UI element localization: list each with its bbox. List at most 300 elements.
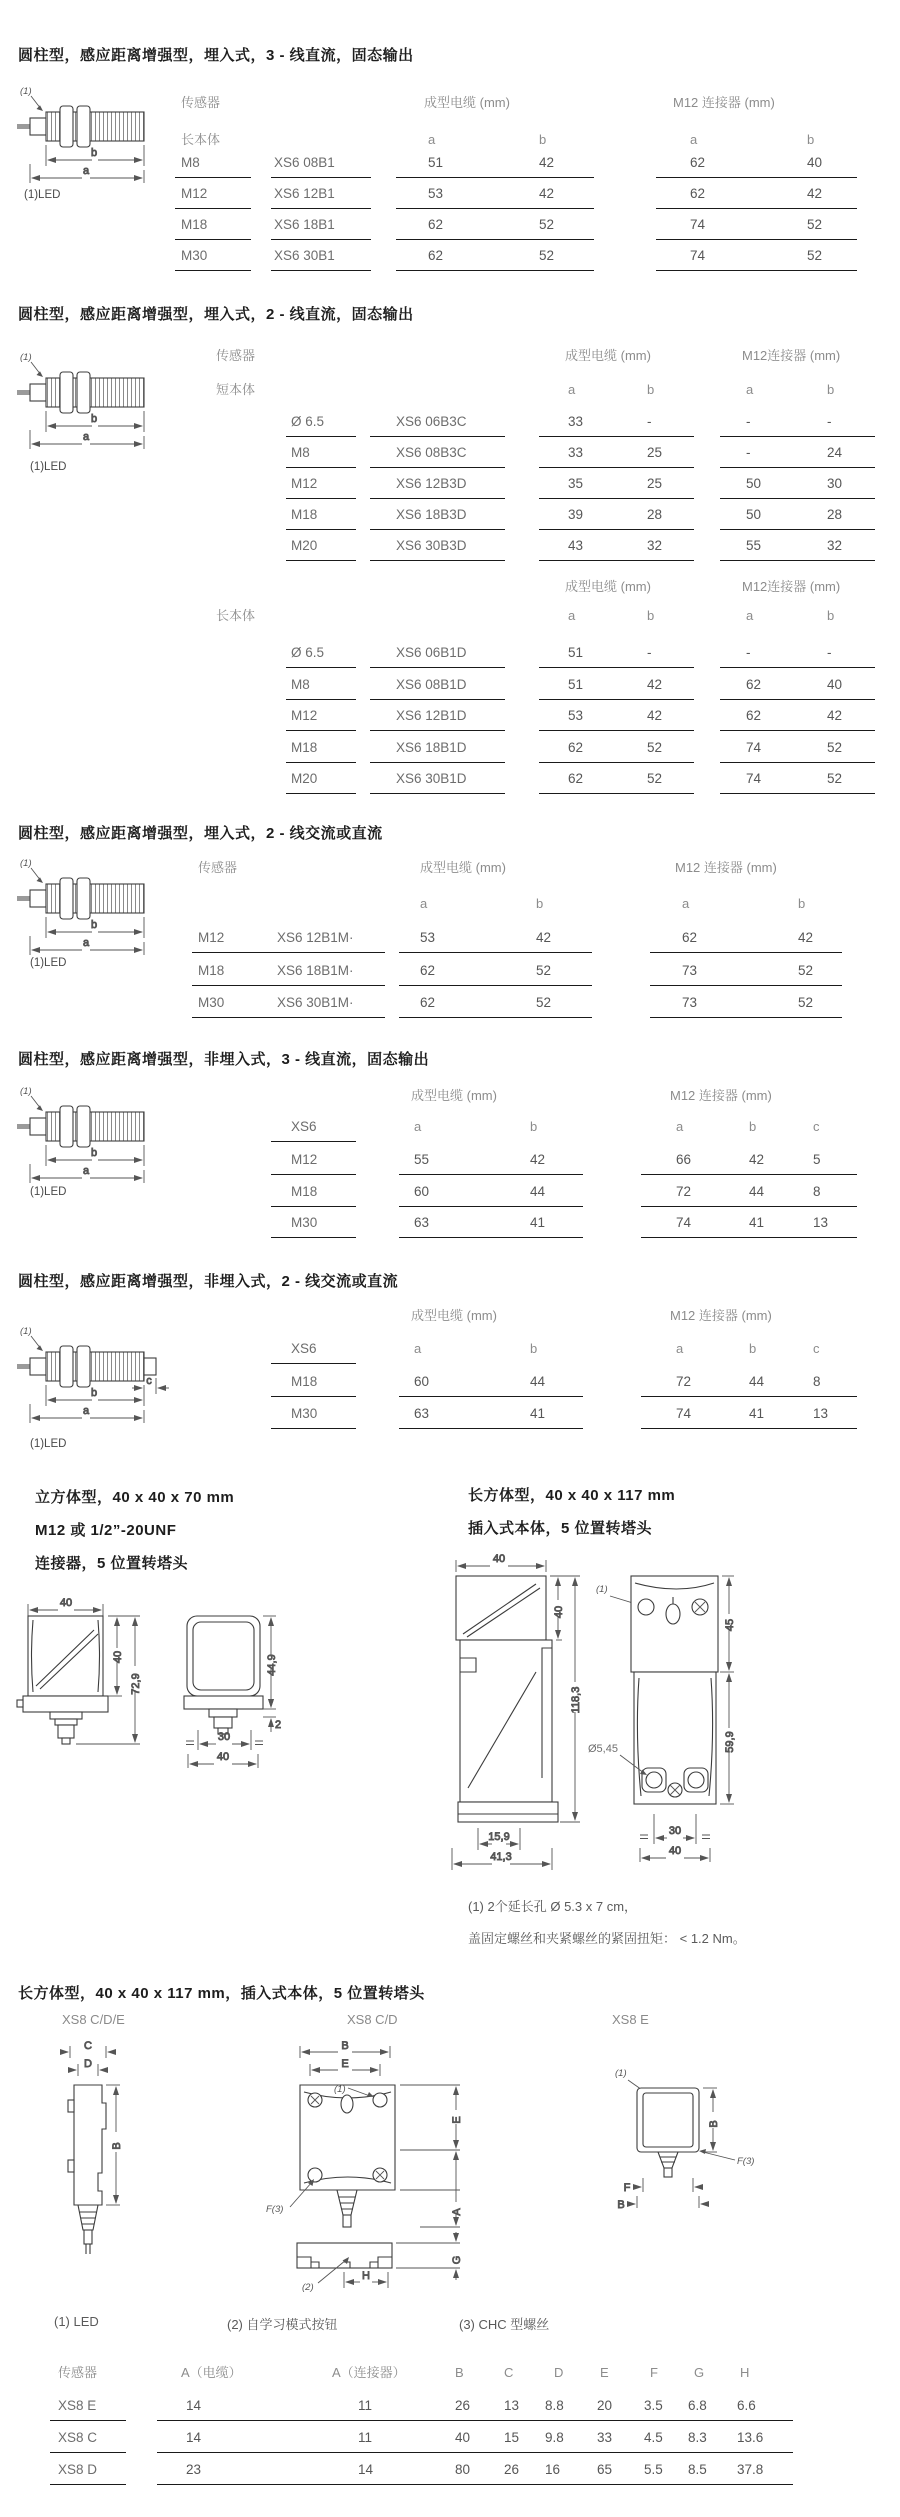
table-rule bbox=[650, 952, 842, 953]
table-rule bbox=[539, 699, 694, 700]
dim-value: 52 bbox=[827, 771, 843, 786]
svg-text:40: 40 bbox=[216, 1751, 230, 1763]
variant-label-xs8cd: XS8 C/D bbox=[347, 2012, 398, 2027]
dim-value: 3.5 bbox=[644, 2398, 663, 2413]
cube-title-line3: 连接器，5 位置转塔头 bbox=[35, 1555, 189, 1572]
dim-value: 62 bbox=[690, 155, 706, 170]
cube-title-line1: 立方体型，40 x 40 x 70 mm bbox=[35, 1489, 235, 1506]
dim-value: 33 bbox=[568, 414, 584, 429]
dim-value: - bbox=[827, 645, 832, 660]
column-header: C bbox=[504, 2365, 514, 2380]
dim-value: 8.8 bbox=[545, 2398, 564, 2413]
table-rule bbox=[399, 1396, 583, 1397]
dim-value: 72 bbox=[676, 1183, 692, 1199]
size-label: M30 bbox=[291, 1215, 318, 1230]
cylindrical-sensor-diagram: (1) b a c bbox=[14, 856, 174, 956]
series-label: XS6 bbox=[291, 1341, 317, 1356]
table-rule bbox=[539, 436, 694, 437]
dim-value: 15 bbox=[504, 2430, 520, 2445]
size-label: M30 bbox=[291, 1406, 318, 1421]
screw-callout-label: F(3) bbox=[266, 2204, 284, 2215]
table-rule bbox=[271, 1428, 356, 1429]
dim-value: 52 bbox=[536, 995, 552, 1010]
body-type-label: 长本体 bbox=[181, 132, 221, 147]
screw bbox=[308, 2168, 322, 2182]
dim-C bbox=[64, 2040, 112, 2058]
group-header: M12 连接器 (mm) bbox=[675, 860, 777, 875]
table-rule bbox=[539, 793, 694, 794]
screw-callout-label: F(3) bbox=[737, 2156, 755, 2167]
svg-text:B: B bbox=[617, 2199, 625, 2211]
dim-b bbox=[46, 411, 144, 432]
led-callout-label: (1) bbox=[615, 2068, 627, 2079]
dim-label-b: b bbox=[90, 413, 98, 425]
dim-B-side bbox=[106, 2085, 123, 2205]
dim-letter: c bbox=[813, 1341, 820, 1356]
dim-D bbox=[72, 2058, 104, 2076]
led-callout-label: (1) bbox=[20, 86, 32, 97]
sensor-head bbox=[30, 384, 46, 401]
dim-letter: a bbox=[568, 608, 576, 623]
dim-B-top bbox=[300, 2040, 390, 2058]
dim-value: 52 bbox=[827, 739, 843, 755]
dim-value: 11 bbox=[358, 2398, 373, 2413]
connector-base bbox=[50, 1712, 82, 1719]
svg-text:H: H bbox=[362, 2270, 370, 2282]
dim-foot-159 bbox=[478, 1828, 520, 1850]
dim-value: 52 bbox=[798, 995, 814, 1010]
m12-connector bbox=[58, 1725, 74, 1738]
keyhole bbox=[341, 2095, 353, 2113]
table-rule bbox=[539, 560, 694, 561]
dim-value: 62 bbox=[746, 676, 762, 692]
size-label: M12 bbox=[291, 1152, 318, 1167]
table-rule bbox=[271, 1396, 356, 1397]
dim-letter: a bbox=[414, 1341, 422, 1356]
dim-label-a: a bbox=[82, 1165, 90, 1177]
dim-value: 28 bbox=[827, 507, 843, 522]
dim-value: 62 bbox=[746, 708, 762, 723]
diagram-s4 bbox=[14, 1084, 174, 1184]
dim-label-b: b bbox=[90, 147, 98, 159]
svg-text:A: A bbox=[451, 2208, 463, 2216]
dim-value: 42 bbox=[807, 186, 823, 201]
block-sensor-diagram bbox=[448, 1552, 748, 1887]
led-callout-label: (1) bbox=[20, 1326, 32, 1337]
table-rule bbox=[399, 1206, 583, 1207]
group-header: M12 连接器 (mm) bbox=[670, 1088, 772, 1103]
dim-B-right bbox=[703, 2088, 720, 2152]
dim-a bbox=[30, 164, 144, 183]
body-type-label: 长本体 bbox=[216, 608, 256, 623]
dim-value: 40 bbox=[455, 2430, 471, 2445]
table-rule bbox=[286, 529, 356, 530]
diagram-s2 bbox=[14, 350, 174, 450]
dim-letter: b bbox=[647, 608, 655, 623]
dim-value: 50 bbox=[746, 476, 762, 491]
dim-value: 42 bbox=[647, 676, 663, 692]
dim-b bbox=[46, 1385, 144, 1406]
dim-value: 8 bbox=[813, 1183, 821, 1199]
table-rule bbox=[539, 467, 694, 468]
cube-body bbox=[28, 1616, 103, 1696]
part-reference: XS6 18B1M· bbox=[277, 962, 354, 978]
size-label: M8 bbox=[291, 676, 310, 692]
dim-A bbox=[400, 2152, 463, 2227]
svg-text:41,3: 41,3 bbox=[490, 1851, 512, 1863]
dim-value: 41 bbox=[530, 1215, 546, 1230]
table-rule bbox=[641, 1206, 857, 1207]
dim-value: 63 bbox=[414, 1215, 430, 1230]
part-reference: XS6 12B1D bbox=[396, 708, 467, 723]
dim-value: 43 bbox=[568, 538, 584, 553]
dim-letter: a bbox=[676, 1119, 684, 1134]
dim-value: 14 bbox=[186, 2430, 202, 2445]
column-header: F bbox=[650, 2365, 658, 2380]
table-rule bbox=[399, 1428, 583, 1429]
svg-text:B: B bbox=[341, 2040, 349, 2052]
part-reference: XS6 06B1D bbox=[396, 645, 467, 660]
dim-value: 53 bbox=[420, 930, 436, 945]
group-header: 成型电缆 (mm) bbox=[565, 579, 651, 594]
svg-text:45: 45 bbox=[724, 1618, 736, 1632]
cable bbox=[17, 896, 30, 901]
led-note: (1)LED bbox=[30, 1438, 67, 1450]
dim-value: 52 bbox=[539, 248, 555, 263]
svg-text:F: F bbox=[623, 2182, 631, 2194]
table-rule bbox=[641, 1428, 857, 1429]
series-label: XS6 bbox=[291, 1119, 317, 1134]
dim-letter: a bbox=[676, 1341, 684, 1356]
table-rule bbox=[271, 1141, 356, 1142]
diagram-s1 bbox=[14, 84, 174, 184]
svg-text:44,9: 44,9 bbox=[266, 1654, 278, 1676]
dim-value: 33 bbox=[568, 445, 584, 460]
svg-text:40: 40 bbox=[553, 1605, 565, 1619]
dim-value: 16 bbox=[545, 2462, 561, 2477]
dim-letter: a bbox=[682, 896, 690, 911]
table-rule bbox=[370, 699, 505, 700]
diagram-s5 bbox=[14, 1324, 174, 1424]
leader-arrow bbox=[37, 1345, 44, 1351]
dim-value: 42 bbox=[827, 708, 843, 723]
dim-value: 8 bbox=[813, 1374, 821, 1389]
dim-value: 42 bbox=[539, 186, 555, 201]
hex-nut bbox=[60, 1346, 73, 1387]
dim-top-40 bbox=[28, 1597, 103, 1616]
table-rule bbox=[286, 498, 356, 499]
dim-value: 42 bbox=[749, 1152, 765, 1167]
dim-value: 65 bbox=[597, 2462, 613, 2477]
table-rule bbox=[286, 467, 356, 468]
table-rule bbox=[641, 1237, 857, 1238]
dim-value: 51 bbox=[428, 155, 444, 170]
dim-value: - bbox=[647, 645, 652, 660]
size-label: M20 bbox=[291, 771, 318, 786]
size-label: M18 bbox=[291, 1183, 318, 1199]
dim-value: 41 bbox=[749, 1406, 765, 1421]
led-note: (1)LED bbox=[30, 1186, 67, 1198]
table-rule bbox=[370, 762, 505, 763]
cubic-sensor-diagram bbox=[0, 1568, 290, 1818]
column-header-sensor: 传感器 bbox=[216, 348, 256, 363]
column-header: D bbox=[554, 2365, 564, 2380]
table-rule bbox=[396, 177, 594, 178]
dim-value: 32 bbox=[647, 538, 663, 553]
column-header: H bbox=[740, 2365, 750, 2380]
table-rule bbox=[50, 2420, 126, 2421]
dim-value: 13.6 bbox=[737, 2430, 764, 2445]
dim-gap-2 bbox=[263, 1702, 281, 1732]
svg-text:15,9: 15,9 bbox=[488, 1831, 510, 1843]
led-callout-label: (1) bbox=[20, 352, 32, 363]
size-label: M30 bbox=[198, 995, 225, 1010]
size-label: M12 bbox=[291, 476, 318, 491]
hex-nut bbox=[77, 106, 90, 147]
section-title-3: 圆柱型，感应距离增强型，埋入式，2 - 线交流或直流 bbox=[18, 825, 383, 842]
hole-callout-label: (1) bbox=[596, 1584, 608, 1595]
sensor-head bbox=[30, 1358, 46, 1375]
svg-text:59,9: 59,9 bbox=[724, 1731, 736, 1753]
section-title-7: 长方体型，40 x 40 x 117 mm，插入式本体，5 位置转塔头 bbox=[18, 1985, 425, 2002]
dim-value: - bbox=[746, 645, 751, 660]
led-note: (1)LED bbox=[30, 461, 67, 473]
dim-letter: a bbox=[746, 608, 754, 623]
part-reference: XS6 30B1D bbox=[396, 771, 467, 786]
dim-value: 6.6 bbox=[737, 2398, 756, 2413]
dim-label-a: a bbox=[82, 431, 90, 443]
xs8e-body bbox=[637, 2088, 699, 2152]
group-header: M12连接器 (mm) bbox=[742, 348, 841, 363]
part-reference: XS6 08B1D bbox=[396, 676, 467, 692]
part-reference: XS6 30B3D bbox=[396, 538, 467, 553]
dim-value: 60 bbox=[414, 1183, 430, 1199]
dim-a bbox=[30, 936, 144, 955]
table-rule bbox=[157, 2420, 793, 2421]
svg-text:B: B bbox=[708, 2120, 720, 2128]
svg-text:40: 40 bbox=[668, 1845, 682, 1857]
part-reference: XS6 18B3D bbox=[396, 507, 467, 522]
svg-text:G: G bbox=[451, 2255, 463, 2265]
led-note: (1)LED bbox=[30, 957, 67, 969]
dim-E-right bbox=[400, 2085, 463, 2150]
cable bbox=[17, 124, 30, 129]
sensor-head bbox=[30, 890, 46, 907]
dim-value: 51 bbox=[568, 676, 584, 692]
dim-value: 42 bbox=[536, 930, 552, 945]
dim-599 bbox=[720, 1674, 736, 1804]
dim-value: 41 bbox=[530, 1406, 546, 1421]
dim-value: 55 bbox=[414, 1152, 430, 1167]
dim-letter: a bbox=[746, 382, 754, 397]
variant-label-xs8cde: XS8 C/D/E bbox=[62, 2012, 125, 2027]
dim-letter: b bbox=[530, 1341, 538, 1356]
dim-a bbox=[30, 430, 144, 449]
part-reference: XS6 18B1D bbox=[396, 739, 467, 755]
dim-label-a: a bbox=[82, 937, 90, 949]
svg-text:E: E bbox=[341, 2058, 349, 2070]
dim-value: 74 bbox=[690, 248, 706, 263]
led-callout-label: (1) bbox=[20, 1086, 32, 1097]
table-rule bbox=[271, 1363, 356, 1364]
dim-a bbox=[30, 1404, 144, 1423]
footnote-led: (1) LED bbox=[54, 2314, 99, 2329]
dim-value: 28 bbox=[647, 507, 663, 522]
part-reference: XS6 12B1 bbox=[274, 186, 335, 201]
leader-arrow bbox=[37, 877, 44, 883]
dim-value: 4.5 bbox=[644, 2430, 663, 2445]
cylindrical-sensor-diagram: (1) b a c bbox=[14, 84, 174, 184]
base-foot bbox=[458, 1802, 558, 1822]
cube-title-line2: M12 或 1/2”-20UNF bbox=[35, 1522, 177, 1539]
dim-value: 42 bbox=[530, 1152, 546, 1167]
section-title-1: 圆柱型，感应距离增强型，埋入式，3 - 线直流，固态输出 bbox=[18, 47, 414, 64]
table-rule bbox=[396, 208, 594, 209]
svg-text:118,3: 118,3 bbox=[570, 1686, 582, 1714]
cable bbox=[17, 1364, 30, 1369]
column-header: A（电缆） bbox=[181, 2365, 242, 2380]
table-rule bbox=[50, 2452, 126, 2453]
table-rule bbox=[157, 2452, 793, 2453]
table-rule bbox=[539, 667, 694, 668]
table-rule bbox=[720, 560, 875, 561]
dim-value: 39 bbox=[568, 507, 584, 522]
dim-value: 40 bbox=[827, 676, 843, 692]
table-rule bbox=[720, 498, 875, 499]
dim-value: - bbox=[746, 445, 751, 460]
table-rule bbox=[286, 667, 356, 668]
teach-button-callout-label: (2) bbox=[302, 2282, 314, 2293]
dim-value: 13 bbox=[813, 1406, 829, 1421]
dim-value: 62 bbox=[682, 930, 698, 945]
dim-H bbox=[344, 2270, 388, 2288]
table-rule bbox=[399, 1237, 583, 1238]
table-rule bbox=[192, 1017, 385, 1018]
table-rule bbox=[192, 985, 385, 986]
table-rule bbox=[370, 730, 505, 731]
section-title-5: 圆柱型，感应距离增强型，非埋入式，2 - 线交流或直流 bbox=[18, 1273, 399, 1290]
dim-value: 41 bbox=[749, 1215, 765, 1230]
svg-text:40: 40 bbox=[112, 1650, 124, 1664]
dim-value: 24 bbox=[827, 445, 843, 460]
size-label: M8 bbox=[291, 445, 310, 460]
dim-value: 44 bbox=[530, 1183, 546, 1199]
dim-value: 35 bbox=[568, 476, 584, 491]
hex-nut bbox=[77, 878, 90, 919]
sensor-head bbox=[30, 118, 46, 135]
cylindrical-sensor-diagram: (1) b a c bbox=[14, 1084, 174, 1184]
table-rule bbox=[650, 1017, 842, 1018]
dim-value: 9.8 bbox=[545, 2430, 564, 2445]
table-rule bbox=[650, 985, 842, 986]
section-title-2: 圆柱型，感应距离增强型，埋入式，2 - 线直流，固态输出 bbox=[18, 306, 414, 323]
table-rule bbox=[271, 1206, 356, 1207]
table-rule bbox=[271, 270, 371, 271]
hex-nut bbox=[60, 372, 73, 413]
dim-value: 60 bbox=[414, 1374, 430, 1389]
section-title-4: 圆柱型，感应距离增强型，非埋入式，3 - 线直流，固态输出 bbox=[18, 1051, 430, 1068]
dim-value: 62 bbox=[420, 995, 436, 1010]
dim-base-413 bbox=[452, 1848, 552, 1870]
svg-text:40: 40 bbox=[59, 1597, 73, 1609]
dim-value: 52 bbox=[807, 248, 823, 263]
leader-arrow bbox=[37, 105, 44, 111]
dim-value: 42 bbox=[539, 155, 555, 170]
dim-value: 80 bbox=[455, 2462, 471, 2477]
hex-nut bbox=[77, 1106, 90, 1147]
flange bbox=[184, 1696, 263, 1709]
variant-label-xs8e: XS8 E bbox=[612, 2012, 649, 2027]
group-header: 成型电缆 (mm) bbox=[565, 348, 651, 363]
dim-value: 72 bbox=[676, 1374, 692, 1389]
table-rule bbox=[271, 208, 371, 209]
dim-value: 25 bbox=[647, 445, 663, 460]
dim-value: 11 bbox=[358, 2430, 373, 2445]
dim-value: 62 bbox=[428, 217, 444, 232]
table-rule bbox=[656, 177, 857, 178]
size-label: M12 bbox=[198, 930, 225, 945]
mounting-hole bbox=[688, 1772, 704, 1788]
table-rule bbox=[399, 1017, 592, 1018]
table-rule bbox=[50, 2484, 126, 2485]
table-rule bbox=[399, 1174, 583, 1175]
dim-value: 62 bbox=[420, 962, 436, 978]
column-header: A（连接器） bbox=[332, 2365, 406, 2380]
size-label: M12 bbox=[181, 186, 208, 201]
table-rule bbox=[157, 2484, 793, 2485]
size-label: M18 bbox=[181, 217, 208, 232]
footnote-teach-button: (2) 自学习模式按钮 bbox=[227, 2317, 338, 2332]
dim-letter: b bbox=[530, 1119, 538, 1134]
dim-b bbox=[46, 1145, 144, 1166]
dim-value: - bbox=[746, 414, 751, 429]
size-label: M18 bbox=[291, 739, 318, 755]
led-note: (1)LED bbox=[24, 189, 61, 201]
dim-value: 8.5 bbox=[688, 2462, 707, 2477]
table-rule bbox=[271, 239, 371, 240]
dim-letter: a bbox=[568, 382, 576, 397]
dim-bot-40 bbox=[188, 1751, 258, 1768]
svg-text:C: C bbox=[84, 2040, 92, 2052]
leader-arrow bbox=[37, 371, 44, 377]
dim-value: 52 bbox=[647, 771, 663, 786]
dim-value: 25 bbox=[647, 476, 663, 491]
dim-value: 62 bbox=[428, 248, 444, 263]
dim-letter: a bbox=[420, 896, 428, 911]
dim-F-bottom bbox=[624, 2178, 699, 2194]
dim-bot-30 bbox=[186, 1730, 263, 1750]
flange bbox=[23, 1696, 108, 1712]
dim-letter: b bbox=[539, 132, 547, 147]
dim-value: 26 bbox=[504, 2462, 520, 2477]
xs8-front-diagram bbox=[260, 2040, 490, 2293]
mounting-note-line1: (1) 2个延长孔 Ø 5.3 x 7 cm， bbox=[468, 1899, 638, 1914]
hex-nut bbox=[60, 1106, 73, 1147]
dim-E-top bbox=[310, 2058, 380, 2076]
dim-value: 42 bbox=[798, 930, 814, 945]
table-rule bbox=[271, 1174, 356, 1175]
hex-nut bbox=[60, 106, 73, 147]
table-rule bbox=[396, 270, 594, 271]
dim-value: 30 bbox=[827, 476, 843, 491]
table-rule bbox=[370, 793, 505, 794]
table-rule bbox=[192, 952, 385, 953]
size-label: M18 bbox=[198, 962, 225, 978]
dim-value: 44 bbox=[749, 1374, 765, 1389]
column-header: G bbox=[694, 2365, 705, 2380]
xs8-side-diagram bbox=[40, 2040, 160, 2270]
group-header: M12 连接器 (mm) bbox=[670, 1308, 772, 1323]
